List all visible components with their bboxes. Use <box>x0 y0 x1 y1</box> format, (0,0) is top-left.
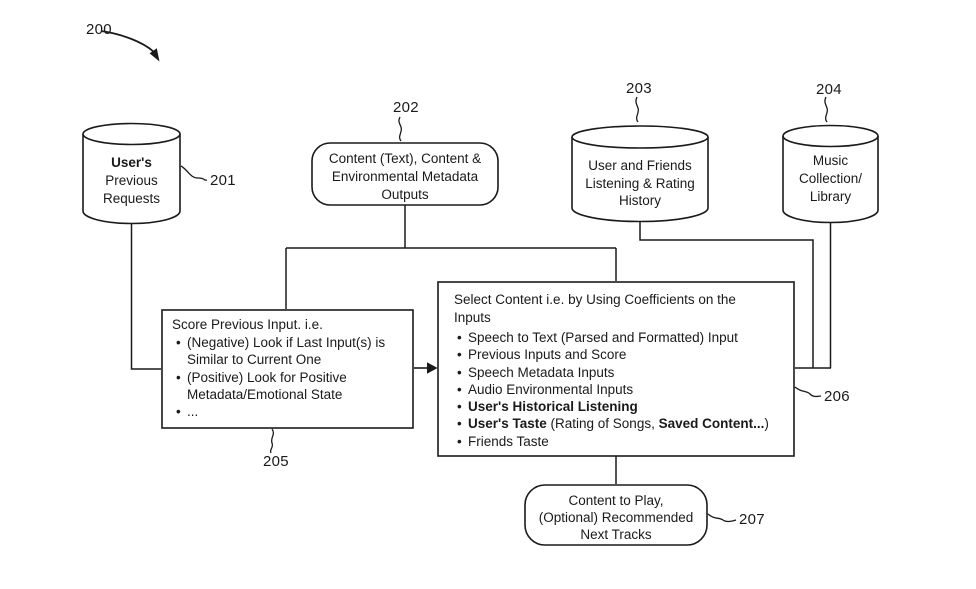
node-206-bullet-4: • Audio Environmental Inputs <box>468 381 788 398</box>
ref-label-204: 204 <box>816 81 842 98</box>
figure-ref-label: 200 <box>86 21 112 38</box>
leader-204 <box>825 97 828 122</box>
ref-label-207: 207 <box>739 511 765 528</box>
node-203-line3: History <box>618 193 661 208</box>
node-205-bullet-list <box>187 334 409 420</box>
node-201-line2: Previous <box>105 173 158 188</box>
ref-label-203: 203 <box>626 80 652 97</box>
node-206-bullet-5: • User's Historical Listening <box>468 398 788 415</box>
leader-202 <box>399 117 402 141</box>
node-203-line1: User and Friends <box>588 158 692 173</box>
ref-label-206: 206 <box>824 388 850 405</box>
node-206-bullet-2: • Previous Inputs and Score <box>468 346 788 363</box>
node-206-bullet-3: • Speech Metadata Inputs <box>468 364 788 381</box>
leader-201 <box>181 166 207 180</box>
node-204-line2: Collection/ <box>798 171 863 186</box>
leader-205 <box>271 429 274 453</box>
node-202-line3: Outputs <box>381 187 429 202</box>
node-202-line1: Content (Text), Content & <box>328 151 482 166</box>
cylinder-204-top <box>783 126 878 147</box>
node-202-text <box>312 150 498 204</box>
connector-201-to-205 <box>132 223 162 369</box>
ref-label-201: 201 <box>210 172 236 189</box>
node-204-line3: Library <box>809 189 852 204</box>
leader-203 <box>636 97 639 122</box>
node-203-line2: Listening & Rating <box>585 175 695 191</box>
node-205-bullet-1: • (Negative) Look if Last Input(s) is Similar to Current One <box>187 334 409 369</box>
node-204-line1: Music <box>812 153 849 168</box>
node-201-text <box>83 154 180 208</box>
node-206-bullet-list <box>468 329 788 450</box>
ref-label-202: 202 <box>393 99 419 116</box>
leader-206 <box>795 387 821 397</box>
leader-207 <box>708 514 736 522</box>
cylinder-203-top <box>572 126 708 148</box>
node-206-bullet-6: • User's Taste (Rating of Songs, Saved Content...) <box>468 415 788 432</box>
node-205-title: Score Previous Input. i.e. <box>172 317 323 332</box>
node-205-bullet-2: • (Positive) Look for Positive Metadata/Emotional State <box>187 369 409 404</box>
node-203-text <box>572 157 708 210</box>
node-206-bullet-7: • Friends Taste <box>468 433 788 450</box>
ref-label-205: 205 <box>263 453 289 470</box>
node-202-line2: Environmental Metadata <box>331 169 479 184</box>
node-207-line1: Content to Play, <box>568 493 664 508</box>
node-201-line1: User's <box>111 155 152 170</box>
node-206-bullet-1: • Speech to Text (Parsed and Formatted) Input <box>468 329 788 346</box>
node-207-text <box>525 492 707 543</box>
node-204-text <box>783 152 878 206</box>
node-207-line2: (Optional) Recommended <box>538 510 694 525</box>
arrowhead-205-to-206 <box>427 362 438 373</box>
node-205-bullet-3: • ... <box>187 403 409 420</box>
node-201-line3: Requests <box>102 191 161 206</box>
cylinder-201-top <box>83 124 180 145</box>
node-207-line3: Next Tracks <box>580 527 652 542</box>
node-206-title: Select Content i.e. by Using Coefficients on the Inputs <box>454 292 736 325</box>
